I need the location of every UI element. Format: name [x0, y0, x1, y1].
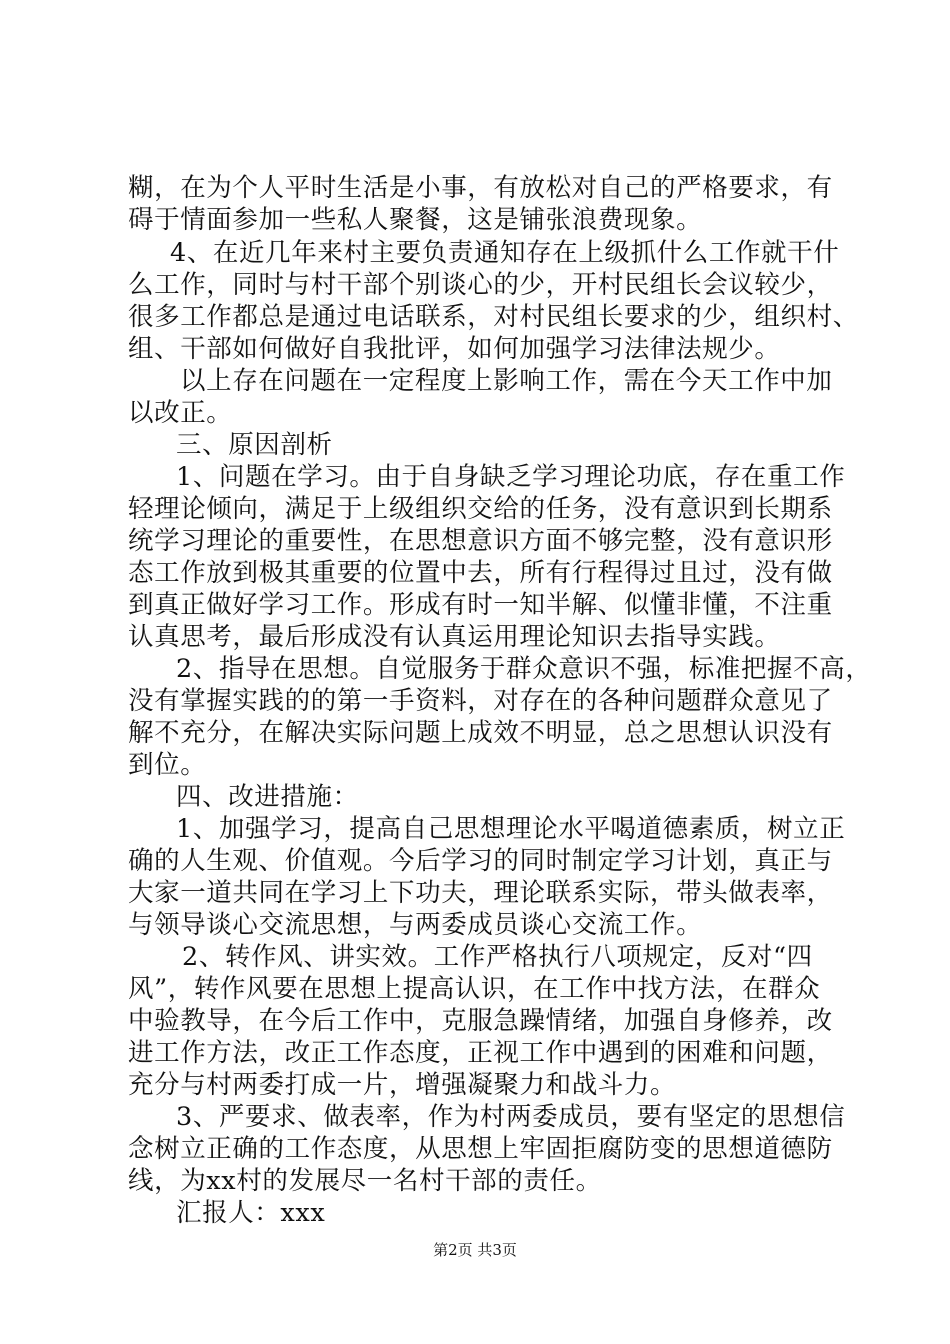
text-line: 充分与村两委打成一片，增强凝聚力和战斗力。 [128, 1070, 677, 1100]
text-line: 线，为xx村的发展尽一名村干部的责任。 [128, 1166, 602, 1196]
text-line: 4、在近几年来村主要负责通知存在上级抓什么工作就干什 [170, 238, 840, 268]
text-line: 2、转作风、讲实效。工作严格执行八项规定，反对“四 [182, 942, 813, 972]
text-line: 与领导谈心交流思想，与两委成员谈心交流工作。 [128, 910, 703, 940]
text-line: 碍于情面参加一些私人聚餐，这是铺张浪费现象。 [128, 205, 703, 235]
text-line: 很多工作都总是通过电话联系，对村民组长要求的少，组织村、 [128, 302, 859, 332]
text-line: 风”，转作风要在思想上提高认识，在工作中找方法，在群众 [128, 974, 821, 1004]
text-line: 态工作放到极其重要的位置中去，所有行程得过且过，没有做 [128, 558, 833, 588]
signature-line: 汇报人：xxx [176, 1198, 326, 1228]
section-heading: 四、改进措施： [176, 782, 359, 812]
text-line: 确的人生观、价值观。今后学习的同时制定学习计划，真正与 [128, 846, 833, 876]
text-line: 组、干部如何做好自我批评，如何加强学习法律法规少。 [128, 334, 781, 364]
text-line: 到位。 [128, 750, 207, 780]
text-line: 没有掌握实践的的第一手资料，对存在的各种问题群众意见了 [128, 686, 833, 716]
text-line: 到真正做好学习工作。形成有时一知半解、似懂非懂，不注重 [128, 590, 833, 620]
text-line: 解不充分，在解决实际问题上成效不明显，总之思想认识没有 [128, 718, 833, 748]
text-line: 以改正。 [128, 398, 233, 428]
text-line: 1、问题在学习。由于自身缺乏学习理论功底，存在重工作 [176, 462, 846, 492]
section-heading: 三、原因剖析 [176, 430, 333, 460]
page-number-footer: 第2页 共3页 [433, 1241, 517, 1259]
text-line: 统学习理论的重要性，在思想意识方面不够完整，没有意识形 [128, 526, 833, 556]
text-line: 中验教导，在今后工作中，克服急躁情绪，加强自身修养，改 [128, 1006, 833, 1036]
text-line: 2、指导在思想。自觉服务于群众意识不强，标准把握不高， [176, 654, 872, 684]
text-line: 3、严要求、做表率，作为村两委成员，要有坚定的思想信 [176, 1102, 846, 1132]
text-line: 么工作，同时与村干部个别谈心的少，开村民组长会议较少， [128, 270, 833, 300]
text-line: 以上存在问题在一定程度上影响工作，需在今天工作中加 [180, 366, 833, 396]
text-line: 大家一道共同在学习上下功夫，理论联系实际，带头做表率， [128, 878, 833, 908]
text-line: 糊，在为个人平时生活是小事，有放松对自己的严格要求，有 [128, 173, 833, 203]
text-line: 1、加强学习，提高自己思想理论水平喝道德素质，树立正 [176, 814, 846, 844]
text-line: 认真思考，最后形成没有认真运用理论知识去指导实践。 [128, 622, 781, 652]
text-line: 进工作方法，改正工作态度，正视工作中遇到的困难和问题， [128, 1038, 833, 1068]
text-line: 念树立正确的工作态度，从思想上牢固拒腐防变的思想道德防 [128, 1134, 833, 1164]
text-line: 轻理论倾向，满足于上级组织交给的任务，没有意识到长期系 [128, 494, 833, 524]
